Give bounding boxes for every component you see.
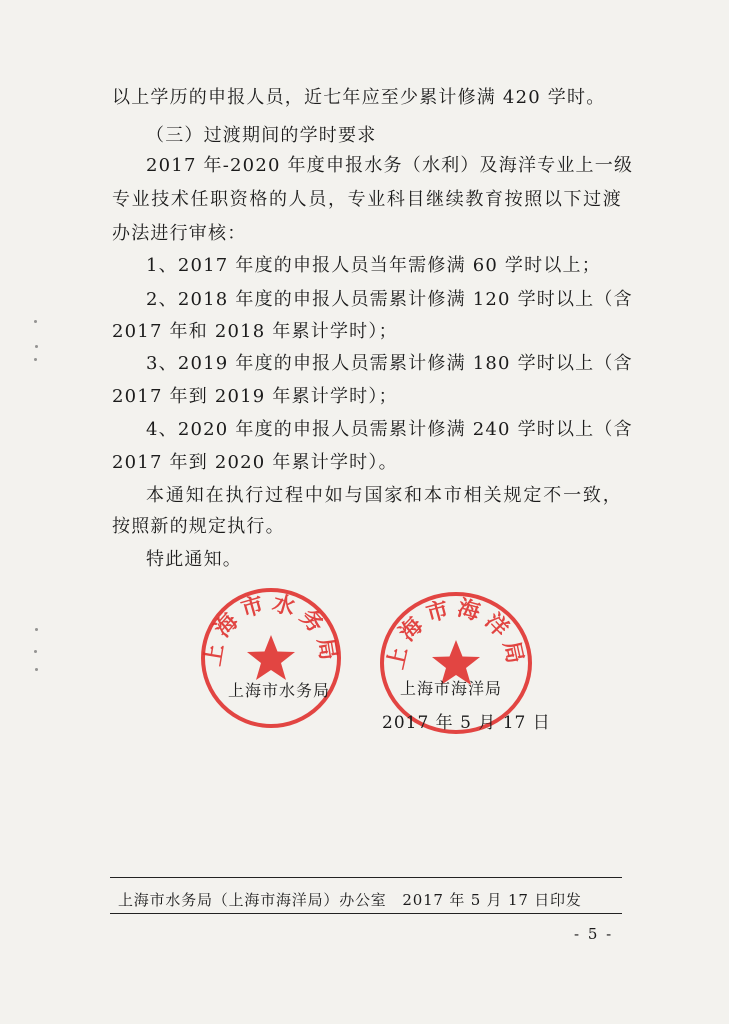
- footer-top-rule: [110, 877, 622, 878]
- scan-mark: [35, 668, 38, 671]
- seal1-arc-text: 上海市水务局: [200, 591, 342, 668]
- scan-mark: [34, 650, 37, 653]
- list-item-2-line-2: 2017 年和 2018 年累计学时）；: [112, 321, 398, 342]
- scan-mark: [35, 345, 38, 348]
- signature-org-1: 上海市水务局: [228, 681, 331, 700]
- list-item-4-line-2: 2017 年到 2020 年累计学时）。: [112, 452, 398, 473]
- signature-date: 2017 年 5 月 17 日: [382, 713, 551, 733]
- list-item-1: 1、2017 年度的申报人员当年需修满 60 学时以上；: [146, 255, 601, 276]
- body-line-1: 以上学历的申报人员，近七年应至少累计修满 420 学时。: [112, 87, 606, 108]
- seal2-arc-text: 上海市海洋局: [383, 595, 529, 672]
- closing-notice: 特此通知。: [146, 549, 242, 570]
- list-item-4-line-1: 4、2020 年度的申报人员需累计修满 240 学时以上（含: [146, 419, 633, 440]
- footer-issuer: 上海市水务局（上海市海洋局）办公室 2017 年 5 月 17 日印发: [118, 891, 582, 909]
- scan-mark: [34, 320, 37, 323]
- page-number: - 5 -: [574, 925, 614, 943]
- section-heading-3: （三）过渡期间的学时要求: [146, 125, 377, 146]
- footer-bottom-rule: [110, 913, 622, 914]
- intro-paragraph-line-1: 2017 年-2020 年度申报水务（水利）及海洋专业上一级: [146, 155, 634, 176]
- intro-paragraph-line-3: 办法进行审核：: [112, 223, 247, 244]
- list-item-3-line-2: 2017 年到 2019 年累计学时）；: [112, 386, 398, 407]
- signature-org-2: 上海市海洋局: [400, 679, 503, 698]
- scan-mark: [35, 628, 38, 631]
- scan-mark: [34, 358, 37, 361]
- list-item-3-line-1: 3、2019 年度的申报人员需累计修满 180 学时以上（含: [146, 353, 633, 374]
- seal-water-authority: [198, 585, 344, 731]
- intro-paragraph-line-2: 专业技术任职资格的人员，专业科目继续教育按照以下过渡: [112, 189, 622, 210]
- closing-paragraph-line-1: 本通知在执行过程中如与国家和本市相关规定不一致，: [146, 485, 622, 506]
- closing-paragraph-line-2: 按照新的规定执行。: [112, 516, 285, 537]
- list-item-2-line-1: 2、2018 年度的申报人员需累计修满 120 学时以上（含: [146, 289, 633, 310]
